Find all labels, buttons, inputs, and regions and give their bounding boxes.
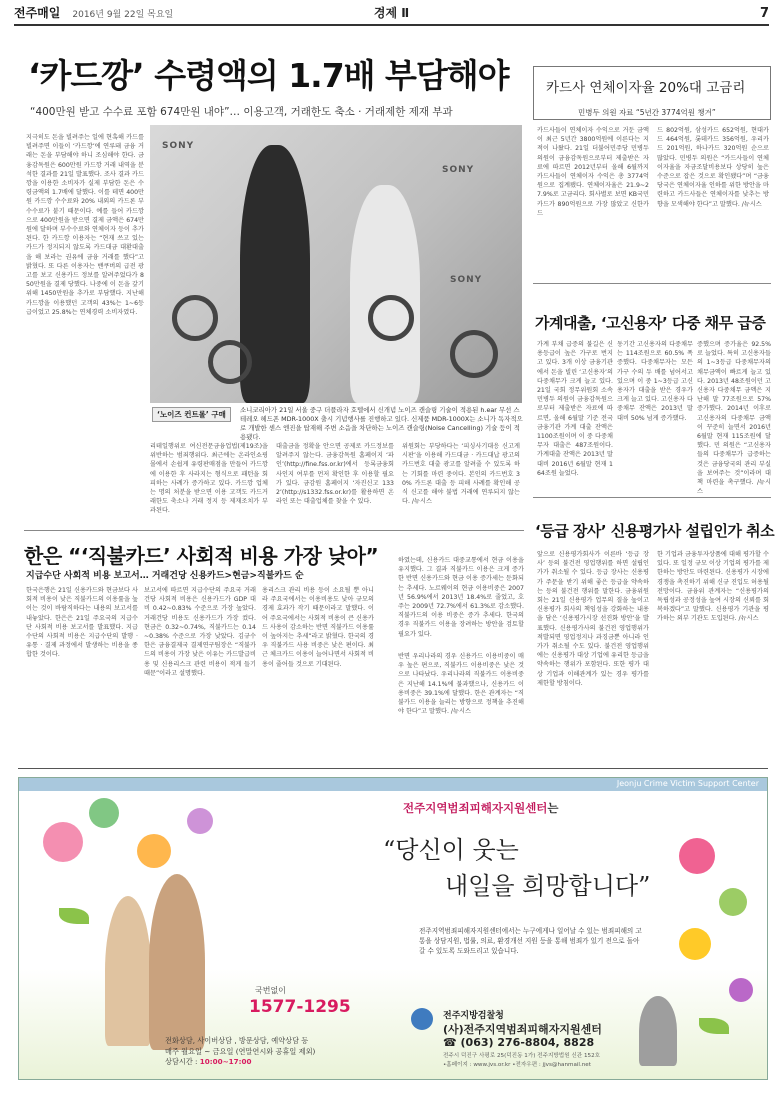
- section3-headline: 한은 “‘직불카드’ 사회적 비용 가장 낮아”: [24, 544, 379, 568]
- ad-hours: [165, 1057, 315, 1068]
- side-article2-col2: 동기간 고신용자의 다중채무는 114조원으로 60.5% 폭증했다. 다중채무자는 모든 가구 수의 두 배를 넘어서고 있으며 이 중 1~3등급 고신용자가 대출을 받은 경우가 크게 늘고 있다. 고신용자 다중채무 잔액은 2013년 말 대비 50% 넘게 증가했다.: [617, 341, 693, 422]
- side-article2-col3: 증했으며 증가율은 92.5%로 늘었다. 특히 고신용자들의 1~3등급 다중채무자의 채무금액이 빠르게 늘고 있다. 2013년 48조원이던 고신용자 다중채무 금액은 지난해 말 77조원으로 57% 증가했다. 2014년 이후로 고신용자의 다중채무 금액이 꾸준히 늘면서 2016년 6월말 현재 115조원에 달했다. 민 의원은 “고신용자들의 다중채무가 급증하는 것은 금융당국의 관리 부실을 보여주는 것”이라며 대책 마련을 촉구했다. /뉴시스: [697, 341, 771, 496]
- crime-victim-support-ad: [18, 777, 768, 1080]
- ad-hours-value: 10:00~17:00: [199, 1057, 252, 1066]
- section3-col5: 반면 우리나라의 경우 신용카드 이용비중이 매우 높은 편으로, 직불카드 이용비중은 낮은 것으로 나타났다. 우리나라의 직불카드 이용비중은 지난해 14.1%에 불과했으나, 신용카드 이용비중은 39.1%에 달했다. 한은 관계자는 “직불카드 이용을 늘리는 방향으로 정책을 추진해야 한다”고 말했다. /뉴시스: [398, 653, 524, 716]
- main-headline: ‘카드깡’ 수령액의 1.7배 부담해야: [28, 56, 509, 95]
- section-name: 경제 Ⅱ: [373, 6, 410, 20]
- headphone-display: [208, 340, 252, 384]
- main-article-col4: 위원회는 부당하다는 ‘피싱사기대응 신고게시판’을 이용해 카드대금 · 카드대납 광고의 카드번호 대출 광고를 알려줄 수 있도록 하는 기회를 마련 중이다. 본인의 카드번호 30% 카드론 대출 등 피해 사례를 확인해 공식 신고를 해야 불법 거래에 연루되지 않는다. /뉴시스: [402, 443, 520, 506]
- headphone-display: [368, 295, 414, 341]
- ad-org-name: 전주지역범죄피해자지원센터: [403, 801, 548, 815]
- section3-subheadline: 지급수단 사회적 비용 보고서… 거래건당 신용카드>현금>직불카드 순: [26, 571, 304, 581]
- page-header: [14, 4, 769, 26]
- side-article3-col1: 앞으로 신용평가회사가 이른바 ‘등급 장사’ 등의 불건전 영업행위를 하면 설립인가가 취소될 수 있다. 등급 장사는 신용평가 주문을 받기 위해 좋은 등급을 약속하는 등의 불건전 행위를 말한다. 금융위원회는 21일 신용평가 업무의 질을 높이고 신용평가 회사의 책임성을 강화하는 내용을 담은 ‘신용평가시장 선진화 방안’을 발표했다. 신용평가사의 불건전 영업행위가 적발되면 영업정지나 과징금뿐 아니라 인가가 취소될 수도 있다. 불건전 영업행위에는 신용평가 대상 기업에 유리한 등급을 약속하는 행위가 포함된다. 또한 평가 대상 기업과 이해관계가 있는 경우 평가를 제한할 방침이다.: [537, 551, 649, 687]
- ad-service-types: 전화상담, 사이버상담 , 방문상담, 예약상담 등: [165, 1036, 309, 1045]
- couple-illustration: [639, 996, 677, 1066]
- section3-col3: 용리스크 관리 비용 등이 소요될 뿐 아니라 주요국에서는 이용비용도 낮아 규모의 경제 효과가 작기 때문이라고 말했다. 이어 주요국에서는 사회적 비용이 큰 신용카드 사용이 감소하는 반면 직불카드 이용률이 높아지는 추세”라고 밝혔다. 한국의 경우 직불카드 사용 비중은 낮은 편이다. 최근 체크카드 이용이 늘어나면서 사회적 비용이 줄어들 것으로 기대된다.: [262, 587, 374, 668]
- ad-slogan-line1: “당신이 웃는: [383, 836, 519, 864]
- ad-services: [165, 1036, 315, 1068]
- side-article1-subtitle: 민병두 의원 자료 “5년간 3774억원 챙겨”: [578, 108, 716, 117]
- ad-org-title-tail: 는: [547, 801, 559, 815]
- divider: [24, 530, 524, 531]
- headphone-display: [450, 330, 498, 378]
- flower-decoration: [679, 928, 711, 960]
- flower-decoration: [43, 822, 83, 862]
- main-article-col1: 지극히도 돈을 빌려주는 일에 현혹해 카드를 빌려주면 이들이 ‘카드깡’에 연루돼 금융 거래는 돈을 부담해야 하니 조심해야 한다. 금융감독원은 600만원 카드깡 거래 내역을 분석한 결과를 21일 발표했다. 조사 결과 카드깡을 이용한 소비자가 실제 부담한 돈은 수령금액의 1.7배에 달했다. 이를 테면 400만원 카드깡 수수료와 20% 내외의 카드론 부수수료가 붙기 때문이다. 예를 들어 카드깡으로 400만원을 받으면 결제 금액은 674만원에 달하며 부수수료와 연체이자 등이 추가된다. 한 카드깡 이용자는 “현재 쓰고 있는 카드가 정지되지 않도록 카드대금 대환대출을 해 보라는 권유에 금융 거래를 했다”고 밝혔다. 또 다른 이용자는 밴쿠버의 급전 광고를 보고 신용카드 정보를 알려주었다가 850만원을 결제 당했다. 나중에 이 돈을 갚기 위해 1450만원을 추가로 부담했다. 지난해 카드깡을 이용했던 고객의 43%는 1~6등급이었고 25.8%는 연체경력 소비자였다.: [26, 134, 144, 316]
- prosecutor-logo-icon: [411, 1008, 433, 1030]
- model-female: [350, 185, 420, 403]
- issue-date: 2016년 9월 22일 목요일: [72, 10, 174, 20]
- photo-sony-sign: SONY: [162, 141, 195, 151]
- side-article2-col1: 가계 부채 급증의 불길은 신용등급이 높은 가구로 번지고 있다. 3개 이상 금융기관에서 돈을 빌린 ‘고신용자’의 다중채무가 크게 늘고 있다. 21일 국회 정무위원회 소속 민병두 의원이 금융감독원으로부터 제출받은 자료에 따르면, 올해 6월말 기준 전국 금융기관 가계 대출 잔액은 1100조원이며 이 중 다중채무자 대출은 487조원이다. 가계대출 잔액은 2013년 말 대비 2016년 6월말 현재 164조원 늘었다.: [537, 341, 613, 477]
- ad-banner: [19, 778, 767, 791]
- child-illustration: [149, 874, 205, 1050]
- ad-contact-card: [411, 1004, 621, 1072]
- masthead: 전주매일: [14, 6, 61, 20]
- side-article1-col1: 카드사들이 연체이자 수익으로 거둔 금액이 최근 5년간 3800억원에 이른다는 지적이 나왔다. 21일 더불어민주당 민병두 의원이 금융감독원으로부터 제출받은 자료에 따르면 2012년부터 올해 6월까지 카드사들이 연체이자 수익은 총 3774억원으로 집계됐다. 연체이자율은 21.9~27.9%로 고금리다. 회사별로 보면 KB국민카드가 890억원으로 가장 많았고 신한카드: [537, 127, 649, 217]
- main-subheadline: “400만원 받고 수수료 포함 674만원 내야”… 이용고객, 거래한도 축소 · 거래제한 제재 부과: [30, 106, 453, 118]
- page-number: 7: [759, 6, 769, 21]
- section3-col4: 하였는데, 신용카드 대중교통에서 현금 이용을 유지했다. 그 결과 직불카드 이용은 크게 증가한 반면 신용카드와 현금 이용 증가세는 둔화되는 추세다. 노르웨이의 현금 이용비중은 2007년 56.9%에서 2013년 18.4%로 줄었고, 호주는 2009년 72.7%에서 61.3%로 감소했다. 직불카드의 이용 비중은 증가 추세다. 한국의 경우 직불카드 이용을 장려하는 방안을 검토할 필요가 있다.: [398, 557, 524, 638]
- photo-sony-sign: SONY: [450, 275, 483, 285]
- ad-hotline: 1577-1295: [249, 997, 351, 1017]
- side-article1-col2: 드 802억원, 삼성카드 652억원, 현대카드 464억원, 롯데카드 356억원, 우리카드 201억원, 하나카드 320억원 순으로 많았다. 민병두 의원은 “카드사들이 연체이자율을 자금조달비용보다 상당히 높은 수준으로 잡은 것으로 확인됐다”며 “금융당국은 연체이자율 인하를 위한 방안을 마련하고 카드사들은 연체이자를 낮추는 방향을 모색해야 한다”고 말했다. /뉴시스: [657, 127, 769, 208]
- flower-decoration: [89, 798, 119, 828]
- section3-col2: 보고서에 따르면 지급수단의 주요국 거래건당 사회적 비용은 신용카드가 GDP 대비 0.42~0.83% 수준으로 가장 높았다. 거래건당 비용도 신용카드가 가장 컸다. 현금은 0.32~0.74%, 직불카드는 0.14~0.38% 수준으로 가장 낮았다. 김규수 한은 금융결제국 결제연구팀장은 “직불카드의 비용이 가장 낮은 이유는 카드발급비용 및 신용리스크 관련 비용이 적게 들기 때문”이라고 설명했다.: [144, 587, 256, 677]
- child-illustration: [105, 896, 151, 1046]
- ad-address: 전주시 덕진구 사평로 25(덕진동 1가) 전주지방법원 신관 152호: [443, 1053, 601, 1059]
- side-article2-title: 가계대출, ‘고신용자’ 다중 채무 급증: [535, 314, 766, 332]
- leaf-decoration: [59, 908, 89, 924]
- divider: [18, 768, 768, 769]
- photo-caption: 소니코리아가 21일 서울 중구 더플라자 호텔에서 신개념 노이즈 캔슬링 기술이 적용된 h.ear 무선 스테레오 헤드폰 MDR-1000X 출시 기념행사를 진행하고 있다. 신제품 MDR-1000X는 소니가 독자적으로 개발한 센스 엔진을 탑재해 주변 소음을 차단하는 노이즈 캔슬링(Noise Cancelling) 기술 등이 적용됐다.: [240, 406, 523, 441]
- divider: [533, 497, 771, 498]
- headphone-display: [172, 295, 218, 341]
- side-article1-title-box: [533, 66, 771, 120]
- ad-slogan-line2: 내일을 희망합니다”: [445, 872, 651, 900]
- flower-decoration: [679, 838, 715, 874]
- ad-center-name: (사)전주지역범죄피해자지원센터: [443, 1023, 602, 1036]
- headphone-event-photo: [150, 125, 522, 403]
- flower-decoration: [719, 888, 747, 916]
- ad-org-title: [403, 800, 559, 816]
- ad-prosecutor-name: 전주지방검찰청: [443, 1011, 504, 1021]
- ad-web-contact: •홈페이지 : www.jvs.or.kr •전자우편 : jjvs@hanmail.net: [443, 1062, 591, 1068]
- divider: [533, 283, 771, 284]
- ad-hours-label: 상담시간 :: [165, 1057, 200, 1066]
- photo-sony-sign: SONY: [442, 165, 475, 175]
- ad-free-call-label: 국번없이: [255, 986, 286, 995]
- section3-col1: 한국은행은 21일 신용카드와 현금보다 사회적 비용이 낮은 직불카드의 이용률을 높이는 것이 바람직하다는 내용의 보고서를 내놓았다. 한은은 21일 주요국의 지급수단 사회적 비용 보고서를 발표했다. 지급수단의 사회적 비용은 지급수단의 발행 · 유통 · 결제 과정에서 발생하는 비용을 종합한 것이다.: [26, 587, 138, 659]
- main-article-col3: 대출금을 정확을 안으면 공제로 카드정보를 알려주지 않는다. 금융감독원 홈페이지 ‘파인’(http://fine.fss.or.kr)에서 등록금융회사인지 여부를 먼저 확인한 후 이용할 필요가 있다. 금감원 홈페이지 ‘자진신고 1332’(http://s1332.fss.or.kr)를 활용하면 온라인 또는 대출업체를 찾을 수 있다.: [276, 443, 394, 506]
- ad-phone: ☎ (063) 276-8804, 8828: [443, 1036, 595, 1049]
- flower-decoration: [137, 834, 171, 868]
- ad-service-days: 매주 월요일 ~ 금요일 (연말연시와 공휴일 제외): [165, 1046, 316, 1056]
- flower-decoration: [729, 978, 753, 1002]
- ad-banner-text: Jeonju Crime Victim Support Center: [616, 779, 759, 788]
- flower-decoration: [187, 808, 213, 834]
- side-article3-title: ‘등급 장사’ 신용평가사 설립인가 취소: [535, 522, 775, 540]
- photo-caption-label: ‘노이즈 컨트롤’ 구매: [152, 407, 231, 422]
- side-article3-col2: 한 기업과 금융투자상품에 대해 평가할 수 있다. 또 일정 규모 이상 기업의 평가를 제한하는 방안도 마련된다. 신용평가 시장에 경쟁을 촉진하기 위해 신규 진입도 허용될 전망이다. 금융위 관계자는 “신용평가의 독립성과 공정성을 높여 시장의 신뢰를 회복하겠다”고 말했다. 신용평가 기관을 평가하는 외부 기관도 도입된다. /뉴시스: [657, 551, 769, 623]
- ad-body-text: 전주지역범죄피해자지원센터에서는 누구에게나 일어날 수 있는 범죄피해의 고통을 상담지원, 법률, 의료, 환경개선 지원 등을 통해 범죄가 있기 전으로 돌아갈 수 있도록 도와드리고 있습니다.: [419, 927, 642, 955]
- main-article-col2: 리테일행위로 여신전문금융업법(제19조)을 위반하는 범죄행위다. 최근에는 온라인쇼핑몰에서 손쉽게 유령판매점을 만들어 카드깡에 이용한 후 사라지는 형식으로 패턴을 회피하는 사례가 증가하고 있다. 카드깡 업체는 명의 처분을 받으면 이용 고객도 카드거래한도 축소나 거래 정지 등 제재조치가 부과된다.: [150, 443, 268, 515]
- side-article1-title: 카드사 연체이자율 20%대 고금리: [546, 80, 746, 96]
